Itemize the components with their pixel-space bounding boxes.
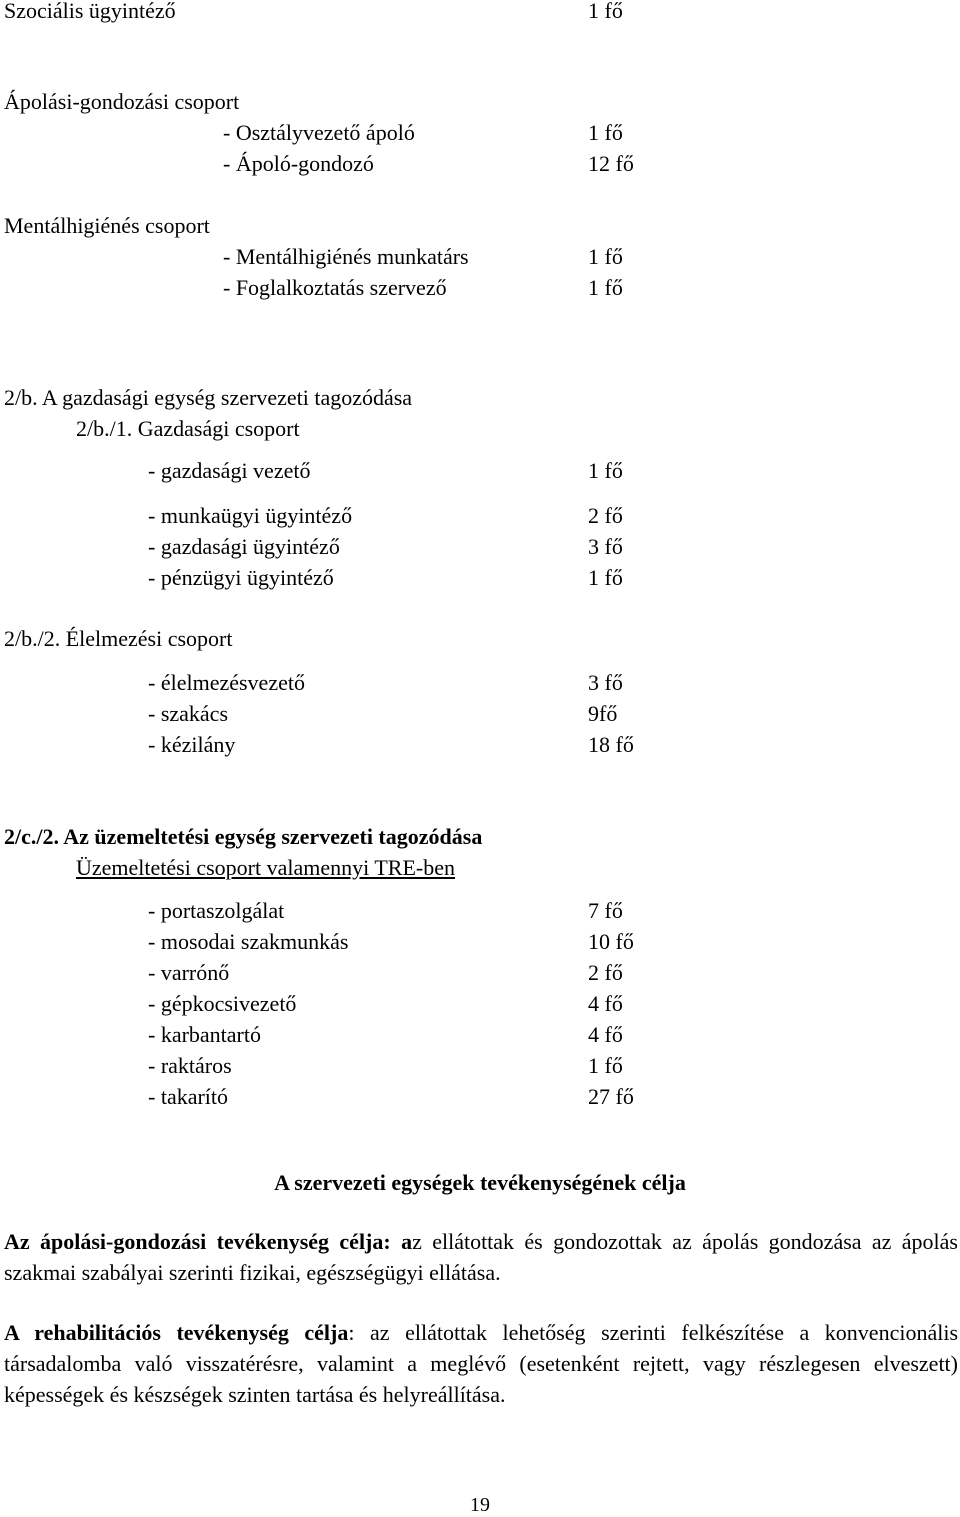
list-item-label: - élelmezésvezető <box>148 670 305 695</box>
list-item-count: 1 fő <box>588 1053 623 1078</box>
list-item-count: 1 fő <box>588 120 623 145</box>
gazdasagi-heading: 2/b. A gazdasági egység szervezeti tagozódása <box>4 385 413 410</box>
paragraph-rehabilitacios <box>4 1317 958 1410</box>
list-item-count: 1 fő <box>588 565 623 590</box>
paragraph-rehab-lead: A rehabilitációs tevékenység célja <box>4 1320 349 1345</box>
list-item-label: - Osztályvezető ápoló <box>223 120 415 145</box>
list-item-label: - portaszolgálat <box>148 898 285 923</box>
list-item-count: 12 fő <box>588 151 634 176</box>
list-item-count: 7 fő <box>588 898 623 923</box>
list-item-label: - raktáros <box>148 1053 232 1078</box>
list-item-count: 27 fő <box>588 1084 634 1109</box>
paragraph-apolasi-text: z ellátottak és gondozottak az ápolás gondozása az ápolás szakmai szabályai szerinti fizikai, egészségügyi ellátása. <box>4 1229 958 1285</box>
page-number: 19 <box>470 1494 490 1516</box>
list-item-count: 2 fő <box>588 503 623 528</box>
paragraph-rehab-text: : az ellátottak lehetőség szerinti felkészítése a konvencionális társadalomba való visszatérésre, valamint a meglévő (esetenként rejtett, vagy részlegesen elveszett) képességek és készségek szinten tartása és helyreállítása. <box>4 1320 959 1407</box>
list-item-count: 9fő <box>588 701 618 726</box>
list-item-label: - pénzügyi ügyintéző <box>148 565 334 590</box>
gazdasagi-sub2-title: 2/b./2. Élelmezési csoport <box>4 626 233 651</box>
gazdasagi-sub1-title: 2/b./1. Gazdasági csoport <box>76 416 300 441</box>
top-count: 1 fő <box>588 0 623 23</box>
list-item-label: - Ápoló-gondozó <box>223 151 374 176</box>
list-item-count: 1 fő <box>588 275 623 300</box>
list-item-label: - szakács <box>148 701 229 726</box>
uzemeltetesi-subtitle: Üzemeltetési csoport valamennyi TRE-ben <box>76 855 455 880</box>
top-label: Szociális ügyintéző <box>4 0 176 23</box>
list-item-label: - mosodai szakmunkás <box>148 929 349 954</box>
list-item-label: - gazdasági vezető <box>148 458 311 483</box>
list-item-count: 3 fő <box>588 534 623 559</box>
list-item-label: - gazdasági ügyintéző <box>148 534 340 559</box>
list-item-label: - takarító <box>148 1084 229 1109</box>
paragraph-apolasi-lead: Az ápolási-gondozási tevékenység célja: a <box>4 1229 413 1254</box>
list-item-count: 4 fő <box>588 1022 623 1047</box>
list-item-label: - varrónő <box>148 960 230 985</box>
list-item-count: 4 fő <box>588 991 623 1016</box>
uzemeltetesi-heading: 2/c./2. Az üzemeltetési egység szervezeti tagozódása <box>4 824 483 849</box>
list-item-count: 1 fő <box>588 244 623 269</box>
list-item-count: 18 fő <box>588 732 634 757</box>
list-item-label: - kézilány <box>148 732 236 757</box>
mentalis-title: Mentálhigiénés csoport <box>4 213 210 238</box>
list-item-count: 10 fő <box>588 929 634 954</box>
paragraph-apolasi <box>4 1226 958 1288</box>
list-item-label: - Foglalkoztatás szervező <box>223 275 447 300</box>
list-item-count: 2 fő <box>588 960 623 985</box>
apolasi-title: Ápolási-gondozási csoport <box>4 89 240 114</box>
list-item-label: - karbantartó <box>148 1022 261 1047</box>
list-item-label: - Mentálhigiénés munkatárs <box>223 244 469 269</box>
list-item-count: 1 fő <box>588 458 623 483</box>
list-item-count: 3 fő <box>588 670 623 695</box>
list-item-label: - munkaügyi ügyintéző <box>148 503 353 528</box>
celok-heading: A szervezeti egységek tevékenységének célja <box>274 1170 686 1195</box>
list-item-label: - gépkocsivezető <box>148 991 297 1016</box>
